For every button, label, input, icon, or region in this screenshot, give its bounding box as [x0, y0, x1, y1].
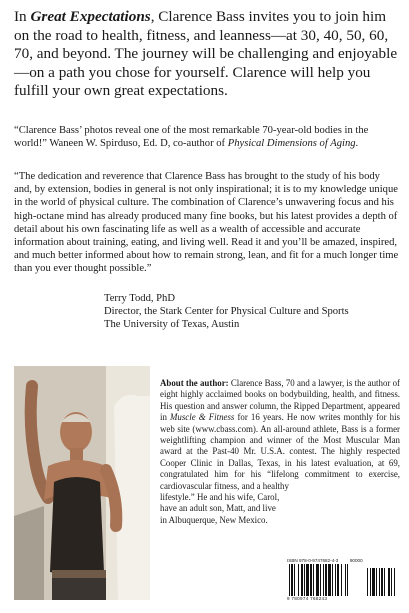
about-body: [160, 378, 400, 492]
barcode-bar: [316, 564, 319, 596]
attribution-org: The University of Texas, Austin: [104, 319, 240, 331]
barcode-bar: [379, 568, 380, 596]
barcode-bar: [388, 568, 390, 596]
barcode-bar: [325, 564, 327, 596]
barcode-bar: [347, 564, 348, 596]
quote-attribution: [104, 292, 404, 332]
barcode-bars: [287, 564, 401, 596]
about-magazine: Muscle & Fitness: [170, 412, 235, 423]
endorsement-quote-2: “The dedication and reverence that Clarence Bass has brought to the study of his body and, by extension, bodies in general is not only inspirational; it is to my knowledge unique in the world of physical culture. The combination of Clarence’s unwavering focus and his high-octane mind has already produced many fine books, but his latest provides a depth of detail about his own fascinating life as well as a wealth of accessible and accurate information about training, eating, and living well. Read it and you’ll be amazed, inspired, and much better informed about how to remain strong, lean, and fit for a much longer time than you ever thought possible.”: [14, 171, 399, 275]
isbn-number: ISBN 978-0-9747682-4-3: [287, 558, 339, 563]
barcode-bar: [306, 564, 309, 596]
barcode-bar: [291, 564, 293, 596]
barcode-bar: [301, 564, 303, 596]
barcode-bar: [345, 564, 346, 596]
barcode-bar: [337, 564, 339, 596]
barcode-bar: [313, 564, 314, 596]
barcode-bar: [370, 568, 371, 596]
barcode-bar: [332, 564, 333, 596]
endorsement-quote-1: [14, 124, 399, 150]
barcode-bar: [335, 564, 336, 596]
quote1-text: “Clarence Bass’ photos reveal one of the most remarkable 70-year-old bodies in the world!” Waneen W. Spirduso, Ed. D, co-author of: [14, 125, 369, 150]
intro-paragraph: [14, 8, 399, 101]
barcode-bar: [341, 564, 342, 596]
barcode-bar: [367, 568, 368, 596]
quote1-book-title: Physical Dimensions of Aging: [227, 138, 356, 150]
about-text: Clarence Bass, 70 and a lawyer, is the author of eight highly acclaimed books on bodybuilding, health, and fitness. His question and answer column, the Ripped Department, appeared in: [160, 378, 400, 423]
barcode-bar: [381, 568, 383, 596]
about-the-author: [160, 378, 400, 526]
attribution-name: Terry Todd, PhD: [104, 293, 175, 304]
barcode-bar: [320, 564, 321, 596]
author-photo: [14, 366, 150, 600]
about-heading: About the author:: [160, 378, 229, 388]
intro-book-title: Great Expectations: [30, 8, 151, 25]
barcode-bar: [304, 564, 305, 596]
barcode-bar: [289, 564, 290, 596]
intro-text: , Clarence Bass invites you to join him on the road to health, fitness, and leanness—at 30, 40, 50, 60, 70, and beyond. The journey will be challenging and enjoyable—on a path you chose for yourself. Clarence will help you fulfill your own great expectations.: [14, 8, 398, 100]
isbn-barcode: [287, 558, 401, 602]
barcode-bar: [384, 568, 385, 596]
barcode-price-code: 90000: [349, 558, 363, 563]
quote1-end: .: [355, 138, 359, 150]
barcode-number: 9 780974 768243: [287, 596, 328, 601]
barcode-bar: [294, 564, 295, 596]
attribution-title: Director, the Stark Center for Physical Culture and Sports: [104, 306, 349, 318]
author-photo-illustration: [14, 366, 150, 600]
barcode-bar: [298, 564, 299, 596]
barcode-bar: [372, 568, 375, 596]
barcode-bar: [323, 564, 324, 596]
barcode-bar: [376, 568, 377, 596]
barcode-bar: [328, 564, 331, 596]
isbn-label: [287, 558, 401, 563]
about-text-2: for 16 years. He now writes monthly for his web site (www.cbass.com). An all-around athlete, Bass is a former weightlifting champion and winner of the Most Muscular Man award at the Past-40 Mr. U.S.A. contest. The highly respected Cooper Clinic in Dallas, Texas, in his latest evaluation, at 69, congratulated him for his “lifelong commitment to exercise, cardiovascular fitness, and a healthy: [160, 412, 400, 491]
barcode-bar: [391, 568, 392, 596]
barcode-bar: [310, 564, 312, 596]
about-closing: lifestyle.” He and his wife, Carol, have an adult son, Matt, and live in Albuquerque, New Mexico.: [160, 492, 280, 525]
barcode-bar: [394, 568, 395, 596]
intro-prefix: In: [14, 8, 31, 25]
